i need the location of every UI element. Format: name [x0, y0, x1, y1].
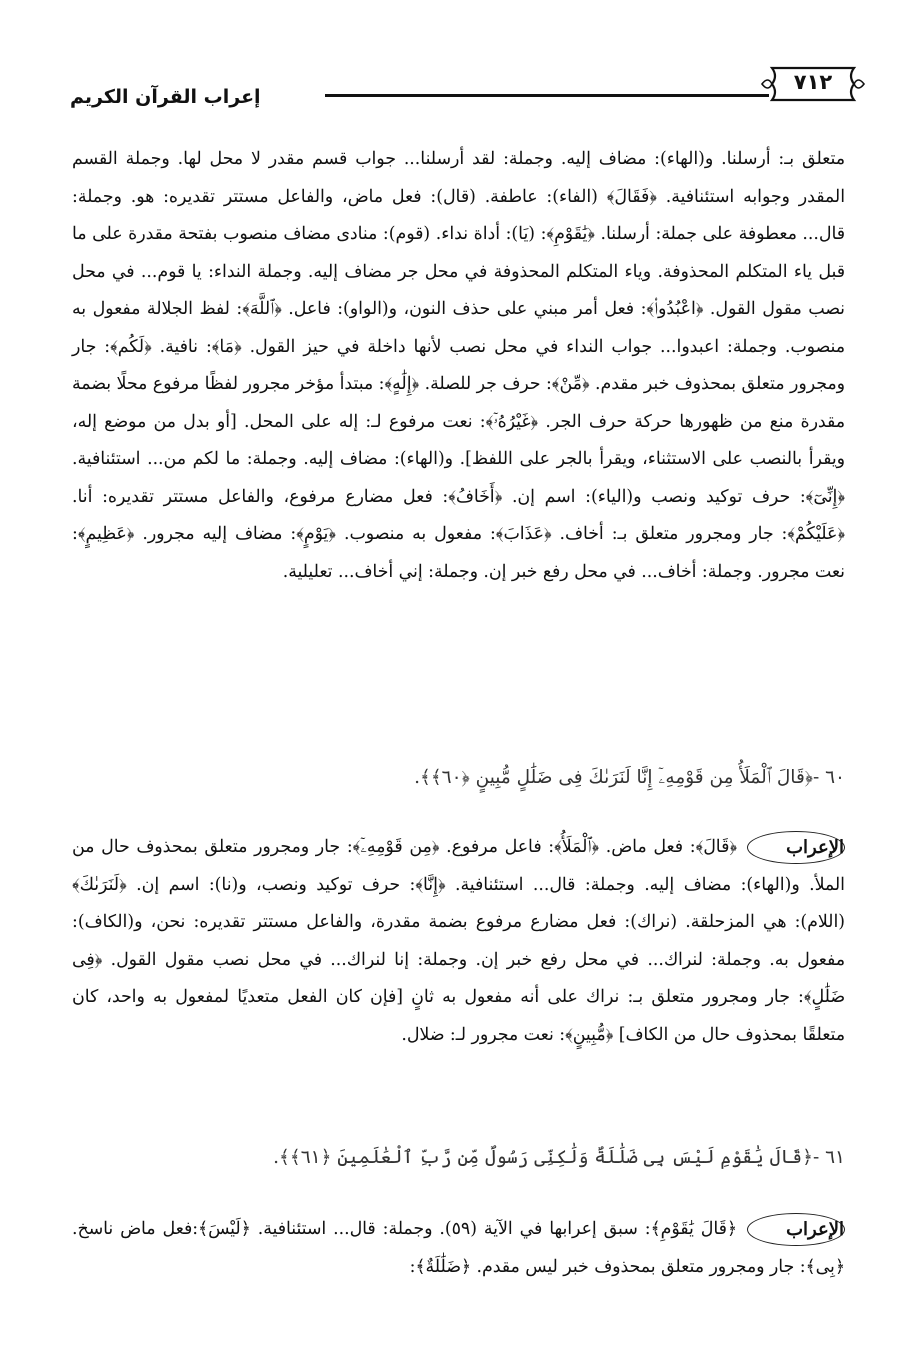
running-header	[70, 62, 850, 108]
page-number: ٧١٢	[793, 70, 833, 94]
commentary-paragraph-1	[72, 141, 845, 591]
quran-verse-61: ٦١ -﴿قَالَ يَٰقَوْمِ لَيْسَ بِى ضَلَٰلَةٌ وَلَٰكِنِّى رَسُولٌ مِّن رَّبِّ ٱلْعَٰلَمِينَ ﴿٦١﴾﴾.	[273, 1147, 845, 1168]
paragraph-text: ﴿قَالَ﴾: فعل ماض. ﴿ٱلْمَلَأُ﴾: فاعل مرفوع. ﴿مِن قَوْمِهِۦٓ﴾: جار ومجرور متعلق بمحذوف حال من الملأ. و(الهاء): مضاف إليه. وجملة: قال... استئنافية. ﴿إِنَّا﴾: حرف توكيد ونصب، و(نا): اسم إن. ﴿لَنَرَىٰكَ﴾ (اللام): هي المزحلقة. (نراك): فعل مضارع مرفوع بضمة مقدرة، والفاعل مستتر تقديره: نحن، و(الكاف): مفعول به. وجملة: لنراك... في محل رفع خبر إن. وجملة: إنا لنراك... في محل نصب مقول القول. ﴿فِى ضَلَٰلٍ﴾: جار ومجرور متعلق بـ: نراك على أنه مفعول به ثانٍ [فإن كان الفعل متعديًا لمفعول به واحد، كان متعلقًا بمحذوف حال من الكاف] ﴿مُّبِينٍ﴾: نعت مجرور لـ: ضلال.	[72, 837, 845, 1045]
quran-verse-60: ٦٠ -﴿قَالَ ٱلْمَلَأُ مِن قَوْمِهِۦٓ إِنَّا لَنَرَىٰكَ فِى ضَلَٰلٍ مُّبِينٍ ﴿٦٠﴾﴾.	[414, 767, 845, 788]
paragraph-text: ﴿قَالَ يَٰقَوْمِ﴾: سبق إعرابها في الآية (٥٩). وجملة: قال... استئنافية. ﴿لَيْسَ﴾:فعل ماض ناسخ. ﴿بِى﴾: جار ومجرور متعلق بمحذوف خبر ليس مقدم. ﴿ضَلَٰلَةٌ﴾:	[72, 1219, 845, 1277]
paragraph-text: متعلق بـ: أرسلنا. و(الهاء): مضاف إليه. وجملة: لقد أرسلنا... جواب قسم مقدر لا محل لها. وجملة القسم المقدر وجوابه استئنافية. ﴿فَقَالَ﴾ (الفاء): عاطفة. (قال): فعل ماض، والفاعل مستتر تقديره: هو. وجملة: قال... معطوفة على جملة: أرسلنا. ﴿يَٰقَوْمِ﴾: (يَا): أداة نداء. (قوم): منادى مضاف منصوب بفتحة مقدرة على ما قبل ياء المتكلم المحذوفة. وياء المتكلم المحذوفة في محل جر مضاف إليه. وجملة النداء: يا قوم... في محل نصب مقول القول. ﴿اعْبُدُوا۟﴾: فعل أمر مبني على حذف النون، و(الواو): فاعل. ﴿ٱللَّهَ﴾: لفظ الجلالة مفعول به منصوب. وجملة: اعبدوا... جواب النداء في محل نصب لأنها داخلة في حيز القول. ﴿مَا﴾: نافية. ﴿لَكُم﴾: جار ومجرور متعلق بمحذوف خبر مقدم. ﴿مِّنْ﴾: حرف جر للصلة. ﴿إِلَٰهٍ﴾: مبتدأ مؤخر مجرور لفظًا مرفوع محلًا بضمة مقدرة منع من ظهورها حركة حرف الجر. ﴿غَيْرُهُۥٓ﴾: نعت مرفوع لـ: إله على المحل. [أو بدل من موضع إله، ويقرأ بالنصب على الاستثناء، ويقرأ بالجر على اللفظ]. و(الهاء): مضاف إليه. وجملة: ما لكم من... استئنافية. ﴿إِنِّىٓ﴾: حرف توكيد ونصب و(الياء): اسم إن. ﴿أَخَافُ﴾: فعل مضارع مرفوع، والفاعل مستتر تقديره: أنا. ﴿عَلَيْكُمْ﴾: جار ومجرور متعلق بـ: أخاف. ﴿عَذَابَ﴾: مفعول به منصوب. ﴿يَوْمٍ﴾: مضاف إليه مجرور. ﴿عَظِيمٍ﴾: نعت مجرور. وجملة: أخاف... في محل رفع خبر إن. وجملة: إني أخاف... تعليلية.	[72, 149, 845, 582]
page-number-ornament	[758, 62, 868, 106]
ierab-label: الإعراب	[747, 831, 845, 864]
commentary-paragraph-2	[72, 829, 845, 1054]
commentary-paragraph-3	[72, 1211, 845, 1286]
book-title: إعراب القرآن الكريم	[70, 86, 261, 108]
ierab-label: الإعراب	[747, 1213, 845, 1246]
header-rule	[325, 94, 769, 97]
